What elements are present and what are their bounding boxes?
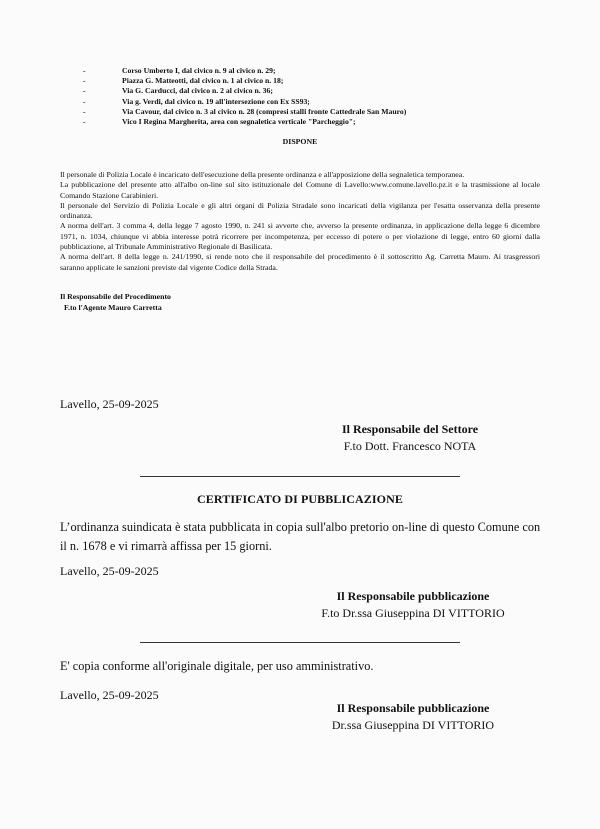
- place-date: Lavello, 25-09-2025: [60, 397, 159, 411]
- street-text: Via G. Carducci, dal civico n. 2 al civico n. 36;: [122, 86, 273, 96]
- copy-sig-name: Dr.ssa Giuseppina DI VITTORIO: [331, 718, 495, 732]
- procedimento-name: F.to l'Agente Mauro Carretta: [64, 302, 162, 312]
- settore-signature: [300, 421, 520, 455]
- settore-name: F.to Dott. Francesco NOTA: [343, 439, 477, 453]
- settore-title: Il Responsabile del Settore: [341, 422, 479, 436]
- list-item: [76, 97, 576, 107]
- bullet-dash: -: [83, 66, 86, 75]
- bullet-dash: -: [83, 76, 86, 86]
- ordinance-body: [60, 170, 540, 273]
- certificate-place-date: Lavello, 25-09-2025: [60, 564, 159, 578]
- list-item: [76, 76, 576, 86]
- bullet-dash: -: [83, 116, 86, 126]
- list-item: [76, 107, 576, 117]
- street-text: Via g. Verdi, dal civico n. 19 all'intersezione con Ex SS93;: [122, 96, 310, 106]
- bullet-dash: -: [83, 96, 86, 106]
- copy-sig-title: Il Responsabile pubblicazione: [336, 701, 490, 715]
- divider: [140, 642, 460, 643]
- list-item: [76, 86, 576, 96]
- bullet-dash: -: [83, 86, 86, 96]
- street-text: Corso Umberto I, dal civico n. 9 al civico n. 29;: [122, 66, 276, 75]
- list-item: [76, 117, 576, 127]
- body-paragraph: Il personale di Polizia Locale è incaricato dell'esecuzione della presente ordinanza e all'apposizione della segnaletica temporanea.: [60, 170, 465, 179]
- street-text: Vico I Regina Margherita, area con segnaletica verticale "Parcheggio";: [122, 116, 356, 126]
- certificate-signature: [288, 588, 538, 622]
- copy-text: E' copia conforme all'originale digitale, per uso amministrativo.: [60, 659, 374, 673]
- certificate-text: L’ordinanza suindicata è stata pubblicata in copia sull'albo pretorio on-line di questo Comune con il n. 1678 e vi rimarrà affissa per 15 giorni.: [60, 520, 541, 553]
- body-paragraph: Il personale del Servizio di Polizia Locale e gli altri organi di Polizia Stradale sono incaricati della vigilanza per l'esatta osservanza della presente ordinanza.: [60, 200, 540, 221]
- divider: [140, 476, 460, 477]
- street-text: Via Cavour, dal civico n. 3 al civico n. 28 (compresi stalli fronte Cattedrale San Mauro): [122, 106, 407, 116]
- street-text: Piazza G. Matteotti, dal civico n. 1 al civico n. 18;: [122, 76, 284, 86]
- certificate-sig-title: Il Responsabile pubblicazione: [336, 589, 490, 603]
- body-paragraph: A norma dell'art. 8 della legge n. 241/1990, si rende noto che il responsabile del procedimento è il sottoscritto Ag. Carretta Mauro. Ai trasgressori saranno applicate le sanzioni previste dal vigente Codice della Strada.: [60, 252, 540, 272]
- copy-signature: [288, 700, 538, 734]
- list-item: [76, 66, 576, 76]
- street-list: [76, 66, 576, 127]
- certificate-sig-name: F.to Dr.ssa Giuseppina DI VITTORIO: [321, 606, 505, 620]
- bullet-dash: -: [83, 106, 86, 116]
- dispone-heading: DISPONE: [282, 137, 318, 146]
- certificate-title: CERTIFICATO DI PUBBLICAZIONE: [197, 492, 403, 506]
- procedimento-title: Il Responsabile del Procedimento: [60, 292, 171, 301]
- copy-place-date: Lavello, 25-09-2025: [60, 688, 159, 702]
- body-paragraph: La pubblicazione del presente atto all'albo on-line sul sito istituzionale del Comune di Lavello:www.comune.lavello.pz.it e la trasmissione al locale Comando Stazione Carabinieri.: [60, 180, 540, 200]
- procedimento-signature: [60, 292, 171, 313]
- body-paragraph: A norma dell'art. 3 comma 4, della legge 7 agosto 1990, n. 241 si avverte che, avverso la presente ordinanza, in applicazione della legge 6 dicembre 1971, n. 1034, chiunque vi abbia interesse potrà ricorrere per incompetenza, per eccesso di potere o per violazione di legge, entro 60 giorni dalla pubblicazione, al Tribunale Amministrativo Regionale di Basilicata.: [60, 221, 540, 252]
